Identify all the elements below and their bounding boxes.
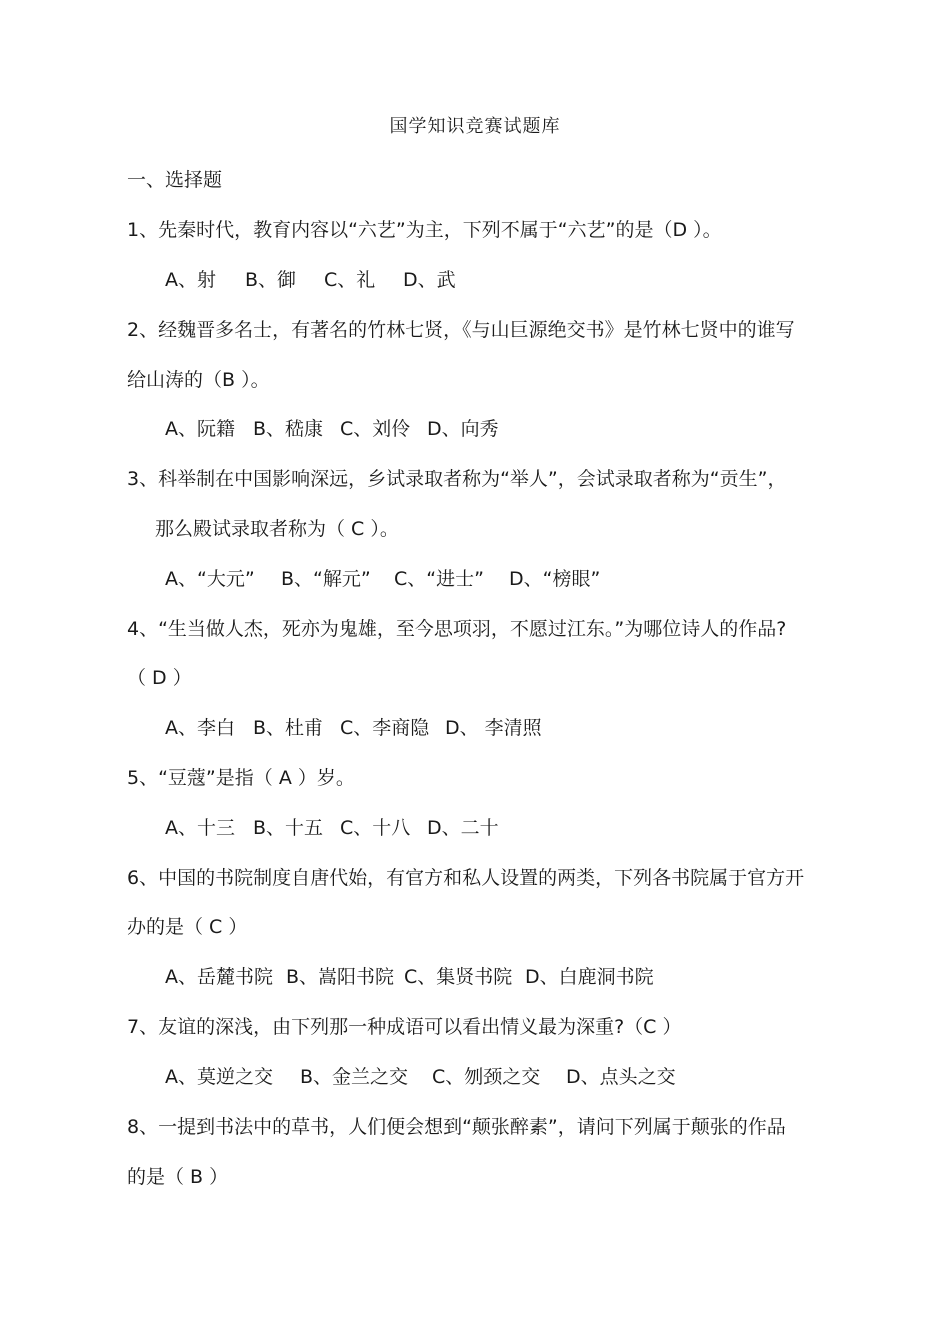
question-2-text-cont: 给山涛的（B ）。 (127, 369, 270, 391)
option: D、“榜眼” (509, 568, 601, 590)
question-4-options (165, 715, 542, 741)
question-8-text: 8、一提到书法中的草书，人们便会想到“颠张醉素”，请问下列属于颠张的作品 (127, 1116, 786, 1138)
question-5-text: 5、“豆蔻”是指（ A ）岁。 (127, 767, 355, 789)
option: A、李白 (165, 717, 235, 739)
option: D、 李清照 (445, 717, 542, 739)
question-7-options (165, 1064, 676, 1090)
option: B、“解元” (281, 568, 371, 590)
option: C、十八 (340, 817, 411, 839)
option: D、白鹿洞书院 (525, 966, 654, 988)
option: D、二十 (427, 817, 499, 839)
question-3-text: 3、科举制在中国影响深远，乡试录取者称为“举人”，会试录取者称为“贡生”， (127, 468, 787, 490)
page-title: 国学知识竞赛试题库 (389, 116, 561, 137)
option: C、“进士” (394, 568, 484, 590)
option: C、刘伶 (340, 418, 411, 440)
question-1-options (165, 267, 456, 293)
option: A、岳麓书院 (165, 966, 273, 988)
question-1-text: 1、先秦时代，教育内容以“六艺”为主，下列不属于“六艺”的是（D ）。 (127, 219, 722, 241)
option: C、集贤书院 (404, 966, 513, 988)
question-2-text: 2、经魏晋多名士，有著名的竹林七贤，《与山巨源绝交书》是竹林七贤中的谁写 (127, 319, 795, 341)
option: C、李商隐 (340, 717, 430, 739)
question-6-text-cont: 办的是（ C ） (127, 916, 248, 938)
question-4-text: 4、“生当做人杰，死亦为鬼雄，至今思项羽，不愿过江东。”为哪位诗人的作品? (127, 618, 787, 640)
option: B、嵇康 (253, 418, 324, 440)
option: A、阮籍 (165, 418, 235, 440)
option: D、向秀 (427, 418, 499, 440)
section-heading: 一、选择题 (127, 169, 223, 191)
option: B、十五 (253, 817, 324, 839)
option: C、礼 (324, 269, 376, 291)
question-6-text: 6、中国的书院制度自唐代始，有官方和私人设置的两类，下列各书院属于官方开 (127, 867, 805, 889)
question-5-options (165, 815, 499, 841)
option: A、射 (165, 269, 216, 291)
question-2-options (165, 416, 499, 442)
question-8-text-cont: 的是（ B ） (127, 1166, 229, 1188)
option: A、“大元” (165, 568, 255, 590)
question-3-text-cont: 那么殿试录取者称为（ C ）。 (155, 518, 399, 540)
question-7-text: 7、友谊的深浅，由下列那一种成语可以看出情义最为深重?（C ） (127, 1016, 682, 1038)
question-3-options (165, 566, 600, 592)
question-4-text-cont: （ D ） (127, 667, 192, 689)
option: B、嵩阳书院 (286, 966, 395, 988)
option: D、武 (403, 269, 456, 291)
question-6-options (165, 964, 654, 990)
option: C、刎颈之交 (432, 1066, 541, 1088)
option: B、金兰之交 (300, 1066, 409, 1088)
option: B、御 (245, 269, 297, 291)
option: A、莫逆之交 (165, 1066, 273, 1088)
option: A、十三 (165, 817, 235, 839)
option: D、点头之交 (566, 1066, 676, 1088)
option: B、杜甫 (253, 717, 324, 739)
